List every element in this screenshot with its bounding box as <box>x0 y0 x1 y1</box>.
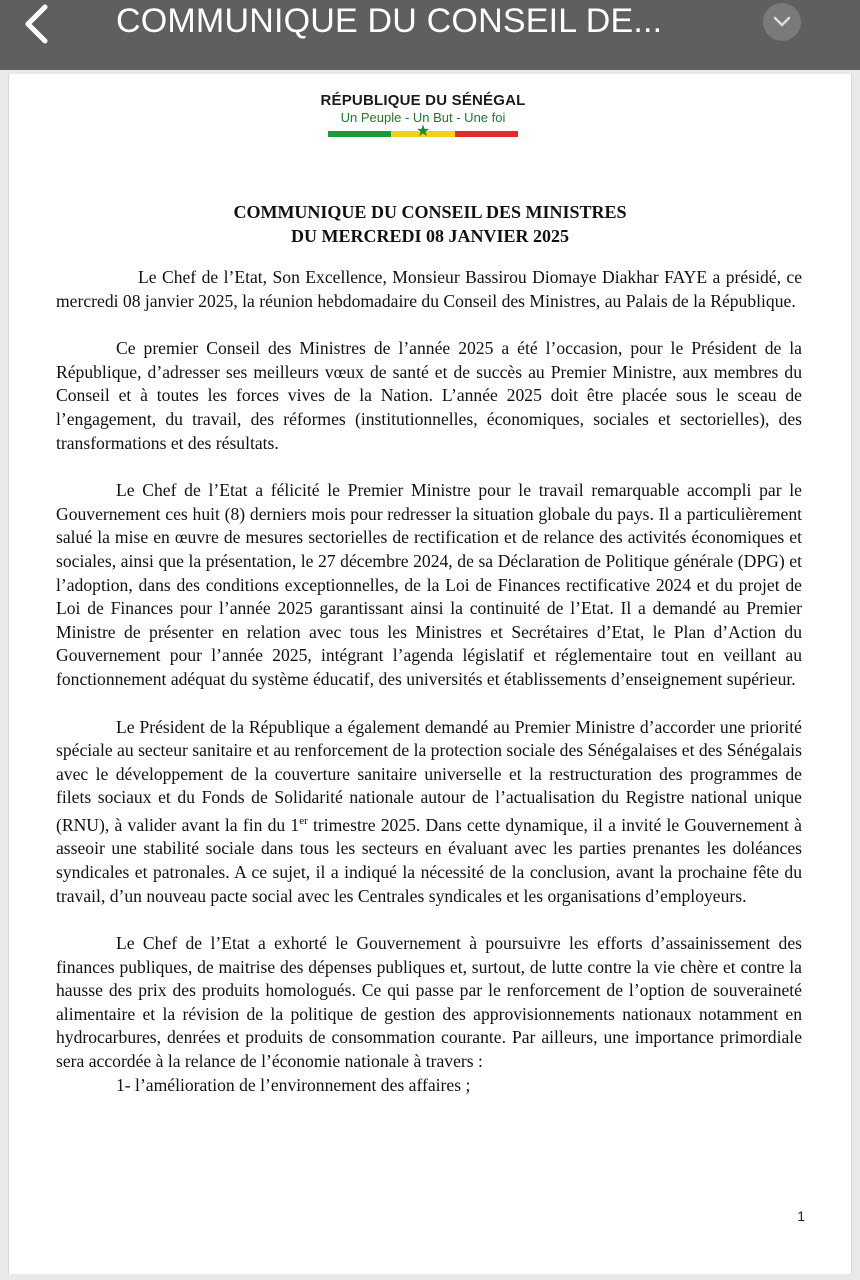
document-title: COMMUNIQUE DU CONSEIL DE... <box>116 2 663 40</box>
options-button[interactable] <box>763 3 801 41</box>
star-icon: ★ <box>415 123 431 140</box>
republic-name: RÉPUBLIQUE DU SÉNÉGAL <box>320 92 526 109</box>
flag-bar <box>328 123 518 140</box>
paragraph-5: Le Chef de l’Etat a exhorté le Gouvernement à poursuivre les efforts d’assainissement des finances publiques, de maitrise des dépenses publiques et, surtout, de lutte contre la vie chère et contre la hausse des prix des produits homologués. Ce qui passe par le renforcement de l’option de souveraineté alimentaire et la révision de la politique de gestion des approvisionnements nationaux notamment en hydrocarbures, denrées et produits de consommation courante. Par ailleurs, une importance primordiale sera accordée à la relance de l’économie nationale à travers : <box>56 933 802 1072</box>
list-item: 1- l’amélioration de l’environnement des affaires ; <box>116 1074 471 1095</box>
document-page[interactable] <box>8 74 852 1274</box>
paragraph-2: Ce premier Conseil des Ministres de l’année 2025 a été l’occasion, pour le Président de la République, d’adresser ses meilleurs vœux de santé et de succès au Premier Ministre, aux membres du Conseil et à toutes les forces vives de la Nation. L’année 2025 doit être placée sous le sceau de l’engagement, du travail, des réformes (institutionnelles, économiques, sociales et sectorielles), des transformations et des résultats. <box>56 338 802 453</box>
chevron-left-icon <box>21 4 51 44</box>
communique-body <box>56 266 802 1097</box>
title-line-2: DU MERCREDI 08 JANVIER 2025 <box>290 226 569 246</box>
communique-title <box>9 200 851 248</box>
paragraph-1: Le Chef de l’Etat, Son Excellence, Monsieur Bassirou Diomaye Diakhar FAYE a présidé, ce mercredi 08 janvier 2025, la réunion hebdomadaire du Conseil des Ministres, au Palais de la République. <box>56 267 802 311</box>
title-line-1: COMMUNIQUE DU CONSEIL DES MINISTRES <box>233 202 627 222</box>
paragraph-4 <box>56 716 802 909</box>
paragraph-3: Le Chef de l’Etat a félicité le Premier Ministre pour le travail remarquable accompli par le Gouvernement ces huit (8) derniers mois pour redresser la situation globale du pays. Il a particulièrement salué la mise en œuvre de mesures sectorielles de rectification et de relance des activités économiques et sociales, ainsi que la présentation, le 27 décembre 2024, de sa Déclaration de Politique générale (DPG) et l’adoption, dans des conditions exceptionnelles, de la Loi de Finances rectificative 2024 et du projet de Loi de Finances pour l’année 2025 garantissant ainsi la continuité de l’Etat. Il a demandé au Premier Ministre de présenter en relation avec tous les Ministres et Secrétaires d’Etat, le Plan d’Action du Gouvernement pour l’année 2025, intégrant l’agenda législatif et réglementaire tout en veillant au fonctionnement adéquat du système éducatif, des universités et établissements d’enseignement supérieur. <box>56 480 802 689</box>
national-motto: Un Peuple - Un But - Une foi <box>340 110 506 125</box>
letterhead <box>9 92 851 140</box>
back-button[interactable] <box>14 4 58 44</box>
paragraph-4-part-2: trimestre 2025. Dans cette dynamique, il a invité le Gouvernement à asseoir une stabilité sociale dans tous les secteurs en évaluant avec les parties prenantes les doléances syndicales et patronales. A ce sujet, il a indiqué la nécessité de la conclusion, avant la prochaine fête du travail, d’un nouveau pacte social avec les Centrales syndicales et les organisations d’employeurs. <box>56 814 802 906</box>
page-number: 1 <box>797 1208 805 1224</box>
chevron-down-icon <box>773 16 791 28</box>
paragraph-4-part-1: Le Président de la République a également demandé au Premier Ministre d’accorder une priorité spéciale au secteur sanitaire et au renforcement de la protection sociale des Sénégalaises et des Sénégalais avec le développement de la couverture sanitaire universelle et la restructuration des programmes de filets sociaux et du Fonds de Solidarité nationale autour de l’actualisation du Registre national unique (RNU), à valider avant la fin du 1 <box>56 716 802 835</box>
top-bar <box>0 0 860 70</box>
ordinal-superscript: er <box>299 814 308 827</box>
